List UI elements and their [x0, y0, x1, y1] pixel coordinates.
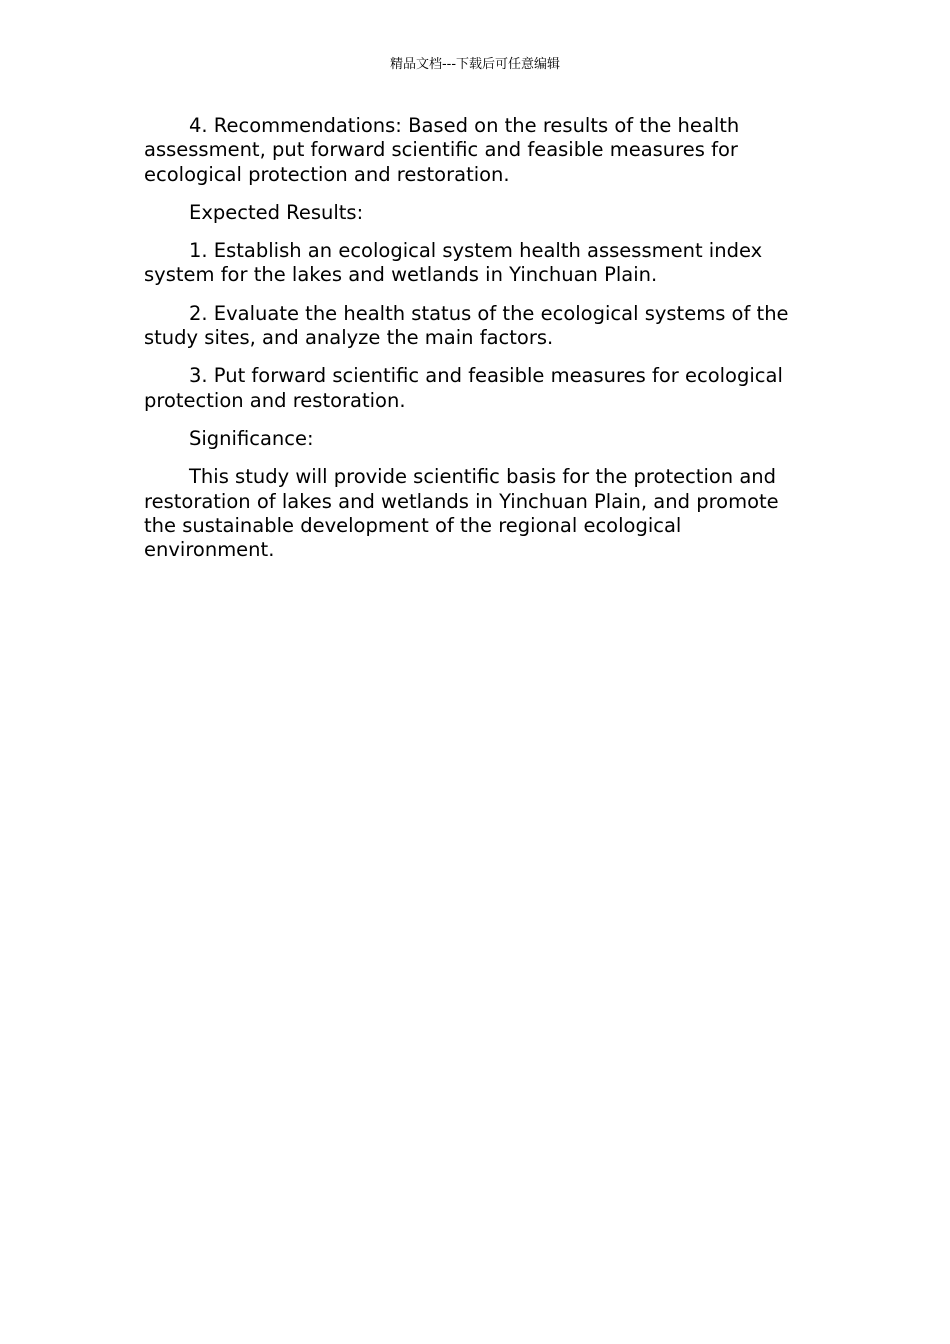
paragraph-significance: This study will provide scientific basis for the protection and restoration of lakes and wetlands in Yinchuan Plain, and promote the sustainable development of the regional ecological environment.: [144, 465, 779, 562]
page-header: 精品文档---下载后可任意编辑: [389, 57, 561, 72]
paragraph-result-1: 1. Establish an ecological system health assessment index system for the lakes and wetlands in Yinchuan Plain.: [144, 239, 763, 287]
paragraph-recommendations: 4. Recommendations: Based on the results of the health assessment, put forward scientific and feasible measures for ecological protection and restoration.: [144, 114, 740, 186]
heading-expected-results: Expected Results:: [189, 200, 364, 224]
document-body: [144, 114, 809, 576]
heading-significance: Significance:: [189, 426, 314, 450]
paragraph-result-3: 3. Put forward scientific and feasible measures for ecological protection and restoration.: [144, 364, 783, 412]
paragraph-result-2: 2. Evaluate the health status of the ecological systems of the study sites, and analyze the main factors.: [144, 301, 789, 350]
